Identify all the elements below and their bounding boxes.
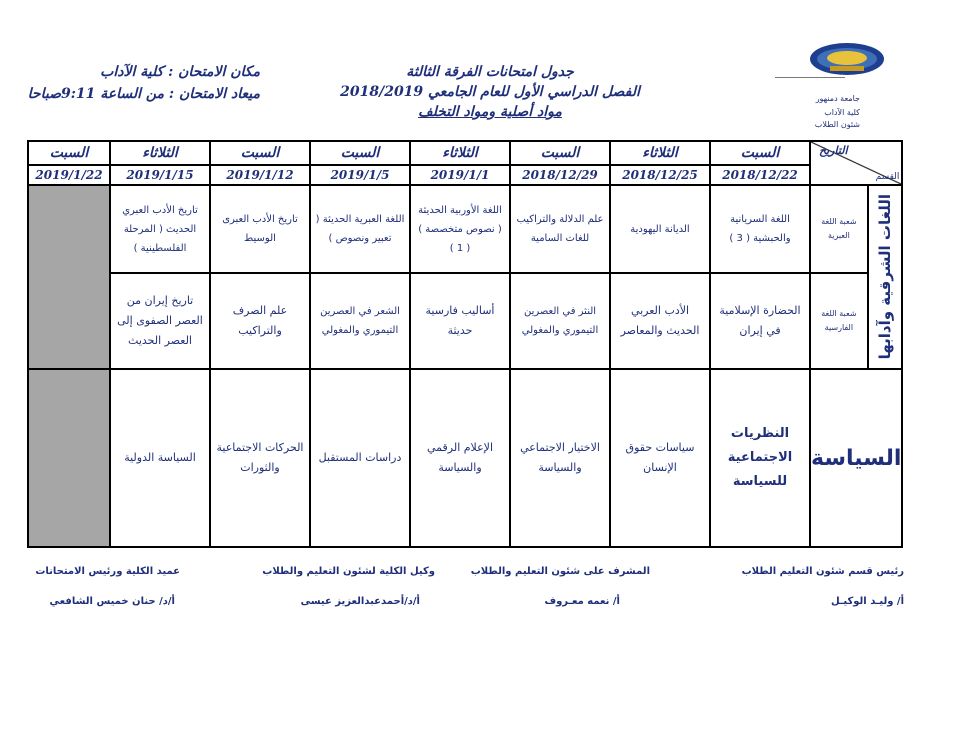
exam-cell: تاريخ الأدب العبري الحديث ( المرحلة الفلسطينية ) <box>110 185 210 273</box>
date-header: 2019/1/15 <box>110 165 210 185</box>
exam-schedule-table <box>27 140 903 548</box>
day-header: السبت <box>310 141 410 165</box>
exam-cell: تاريخ إيران من العصر الصفوى إلى العصر الحديث <box>110 273 210 369</box>
exam-cell: الأدب العربي الحديث والمعاصر <box>610 273 710 369</box>
exam-cell: الشعر في العصرين التيموري والمغولي <box>310 273 410 369</box>
exam-cell: النظريات الاجتماعية للسياسة <box>710 369 810 547</box>
exam-cell: الديانة اليهودية <box>610 185 710 273</box>
day-header: السبت <box>710 141 810 165</box>
date-label: التاريخ <box>819 144 848 157</box>
day-header: الثلاثاء <box>610 141 710 165</box>
signature-name: أ/ وليـد الوكيـل <box>831 596 904 607</box>
exam-cell: أساليب فارسية حديثة <box>410 273 510 369</box>
university-name: جامعة دمنهور <box>815 94 860 103</box>
exam-cell: تاريخ الأدب العبرى الوسيط <box>210 185 310 273</box>
dept-label: القسم <box>875 172 900 182</box>
day-header: السبت <box>510 141 610 165</box>
faculty-name: كلية الآداب <box>824 108 860 117</box>
exam-cell: علم الدلالة والتراكيب للغات السامية <box>510 185 610 273</box>
subtitle: مواد أصلية ومواد التخلف <box>418 104 562 120</box>
page-title: جدول امتحانات الفرقة الثالثة <box>406 64 574 80</box>
exam-cell: علم الصرف والتراكيب <box>210 273 310 369</box>
signature-name: أ/ نعمه معـروف <box>544 596 620 607</box>
corner-cell <box>810 141 902 185</box>
exam-cell: اللغة العبرية الحديثة ( تعبير ونصوص ) <box>310 185 410 273</box>
signature-role: المشرف على شئون التعليم والطلاب <box>470 566 650 577</box>
exam-cell: اللغة الأوربية الحديثة ( نصوص متخصصة ) ( 1 ) <box>410 185 510 273</box>
signature-role: عميد الكلية ورئيس الامتحانات <box>35 566 180 577</box>
exam-cell: الإعلام الرقمي والسياسة <box>410 369 510 547</box>
date-header: 2019/1/5 <box>310 165 410 185</box>
exam-cell: اللغة السريانية والحبشية ( 3 ) <box>710 185 810 273</box>
signature-role: وكيل الكلية لشئون التعليم والطلاب <box>262 566 435 577</box>
exam-cell: الاختيار الاجتماعي والسياسة <box>510 369 610 547</box>
date-header: 2018/12/22 <box>710 165 810 185</box>
dept-oriental-languages <box>868 185 903 369</box>
exam-place: مكان الامتحان : كلية الآداب <box>100 64 260 80</box>
date-header: 2019/1/12 <box>210 165 310 185</box>
date-header: 2018/12/25 <box>610 165 710 185</box>
empty-gray-cell <box>28 185 110 369</box>
university-logo <box>808 42 886 76</box>
signature-name: أ/د/أحمدعبدالعزيز عيسى <box>300 596 420 607</box>
exam-cell: السياسة الدولية <box>110 369 210 547</box>
day-header: السبت <box>28 141 110 165</box>
dept-name: اللغات الشرقية وآدابها <box>876 194 895 360</box>
exam-cell: سياسات حقوق الإنسان <box>610 369 710 547</box>
exam-cell: النثر في العصرين التيموري والمغولي <box>510 273 610 369</box>
day-header: السبت <box>210 141 310 165</box>
section-persian: شعبة اللغة الفارسية <box>810 273 868 369</box>
semester-line: الفصل الدراسي الأول للعام الجامعي 2018/2019 <box>340 84 640 100</box>
signature-role: رئيس قسم شئون التعليم الطلاب <box>741 566 904 577</box>
exam-cell: الحضارة الإسلامية في إيران <box>710 273 810 369</box>
section-hebrew: شعبة اللغة العبرية <box>810 185 868 273</box>
empty-gray-cell <box>28 369 110 547</box>
date-header: 2019/1/22 <box>28 165 110 185</box>
day-header: الثلاثاء <box>410 141 510 165</box>
day-header: الثلاثاء <box>110 141 210 165</box>
date-header: 2019/1/1 <box>410 165 510 185</box>
office-name: شئون الطلاب <box>814 120 860 129</box>
date-header: 2018/12/29 <box>510 165 610 185</box>
dept-politics: السياسة <box>810 369 902 547</box>
logo-underline <box>775 77 845 78</box>
exam-cell: الحركات الاجتماعية والثورات <box>210 369 310 547</box>
exam-cell: دراسات المستقبل <box>310 369 410 547</box>
exam-time: ميعاد الامتحان : من الساعة 9:11صباحا <box>27 86 260 102</box>
signature-name: أ/د/ حنان خميس الشافعي <box>49 596 175 607</box>
